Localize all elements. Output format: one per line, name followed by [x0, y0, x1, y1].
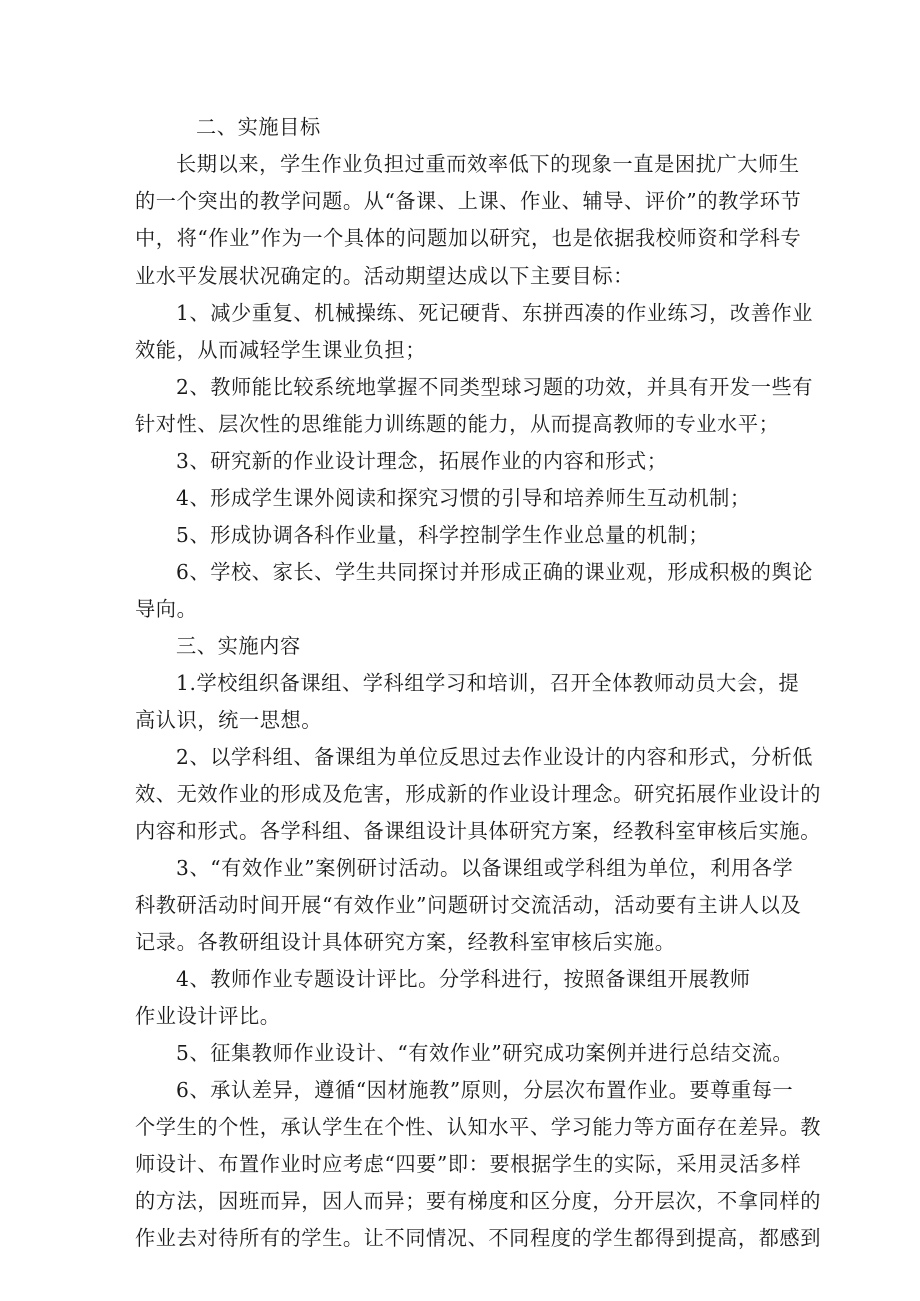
paragraph-line: 效能，从而减轻学生课业负担；	[135, 338, 427, 362]
paragraph-line: 效、无效作业的形成及危害，形成新的作业设计理念。研究拓展作业设计的	[135, 782, 821, 806]
paragraph-line: 内容和形式。各学科组、备课组设计具体研究方案，经教科室审核后实施。	[135, 819, 821, 843]
content-item-3: 3、“有效作业”案例研讨活动。以备课组或学科组为单位，利用各学	[176, 856, 794, 880]
section-heading-content: 三、实施内容	[176, 634, 301, 658]
content-item-6: 6、承认差异，遵循“因材施教”原则，分层次布置作业。要尊重每一	[176, 1078, 794, 1102]
paragraph-line: 的方法，因班而异，因人而异；要有梯度和区分度，分开层次，不拿同样的	[135, 1189, 821, 1213]
goal-item-2: 2、教师能比较系统地掌握不同类型球习题的功效，并具有开发一些有	[176, 375, 814, 399]
goal-item-6: 6、学校、家长、学生共同探讨并形成正确的课业观，形成积极的舆论	[176, 560, 814, 584]
goal-item-3: 3、研究新的作业设计理念，拓展作业的内容和形式；	[176, 449, 668, 473]
paragraph-line: 科教研活动时间开展“有效作业”问题研讨交流活动，活动要有主讲人以及	[135, 893, 802, 917]
content-item-5: 5、征集教师作业设计、“有效作业”研究成功案例并进行总结交流。	[176, 1041, 794, 1065]
paragraph-line: 针对性、层次性的思维能力训练题的能力，从而提高教师的专业水平；	[135, 412, 780, 436]
content-item-2: 2、以学科组、备课组为单位反思过去作业设计的内容和形式，分析低	[176, 745, 814, 769]
content-item-1: 1.学校组织备课组、学科组学习和培训，召开全体教师动员大会，提	[176, 671, 800, 695]
paragraph-line: 作业设计评比。	[135, 1004, 281, 1028]
paragraph-line: 中，将“作业”作为一个具体的问题加以研究，也是依据我校师资和学科专	[135, 226, 802, 250]
paragraph-line: 长期以来，学生作业负担过重而效率低下的现象一直是困扰广大师生	[176, 152, 800, 176]
content-item-4: 4、教师作业专题设计评比。分学科进行，按照备课组开展教师	[176, 967, 751, 991]
goal-item-4: 4、形成学生课外阅读和探究习惯的引导和培养师生互动机制；	[176, 486, 751, 510]
paragraph-line: 的一个突出的教学问题。从“备课、上课、作业、辅导、评价”的教学环节	[135, 189, 802, 213]
paragraph-line: 个学生的个性，承认学生在个性、认知水平、学习能力等方面存在差异。教	[135, 1115, 821, 1139]
paragraph-line: 记录。各教研组设计具体研究方案，经教科室审核后实施。	[135, 930, 676, 954]
paragraph-line: 作业去对待所有的学生。让不同情况、不同程度的学生都得到提高，都感到	[135, 1226, 821, 1250]
paragraph-line: 师设计、布置作业时应考虑“四要”即：要根据学生的实际，采用灵活多样	[135, 1152, 802, 1176]
paragraph-line: 业水平发展状况确定的。活动期望达成以下主要目标：	[135, 264, 634, 288]
paragraph-line: 导向。	[135, 597, 198, 621]
section-heading-goals: 二、实施目标	[196, 115, 321, 139]
goal-item-5: 5、形成协调各科作业量，科学控制学生作业总量的机制；	[176, 523, 710, 547]
paragraph-line: 高认识，统一思想。	[135, 708, 323, 732]
goal-item-1: 1、减少重复、机械操练、死记硬背、东拼西凑的作业练习，改善作业	[176, 301, 814, 325]
